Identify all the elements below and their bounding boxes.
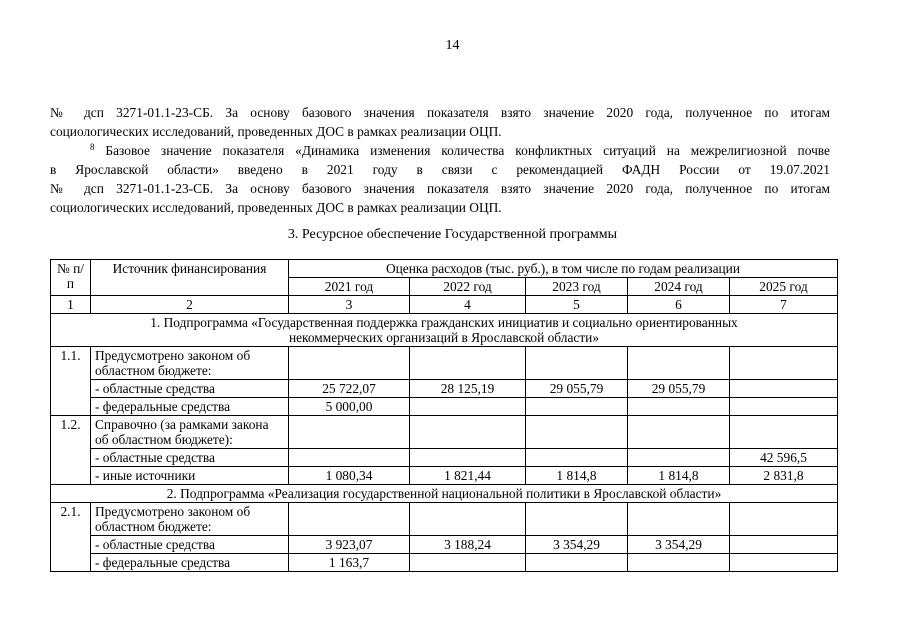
col-number: 5 (526, 296, 628, 314)
value-cell: 5 000,00 (289, 398, 410, 416)
header-year: 2021 год (289, 278, 410, 296)
col-number: 1 (51, 296, 91, 314)
row-label: Предусмотрено законом об областном бюджете: (91, 503, 289, 536)
row-num: 1.2. (51, 416, 91, 485)
table-row (51, 503, 838, 536)
resources-table (50, 259, 838, 572)
row-label: - иные источники (91, 467, 289, 485)
value-cell (410, 554, 526, 572)
subprogram-1-title: 1. Подпрограмма «Государственная поддержка гражданских инициатив и социально ориентированных некоммерческих организаций в Ярославской области» (51, 314, 838, 347)
row-label: - областные средства (91, 536, 289, 554)
row-label: - федеральные средства (91, 554, 289, 572)
value-cell (526, 449, 628, 467)
row-num: 1.1. (51, 347, 91, 416)
row-label: - областные средства (91, 380, 289, 398)
header-year: 2025 год (730, 278, 838, 296)
value-cell (730, 554, 838, 572)
value-cell: 3 354,29 (526, 536, 628, 554)
col-number: 7 (730, 296, 838, 314)
table-row (51, 536, 838, 554)
value-cell (289, 449, 410, 467)
value-cell: 29 055,79 (526, 380, 628, 398)
value-cell: 3 923,07 (289, 536, 410, 554)
column-numbers-row (51, 296, 838, 314)
row-label: - федеральные средства (91, 398, 289, 416)
header-estimate: Оценка расходов (тыс. руб.), в том числе по годам реализации (289, 260, 838, 278)
footnote-8-line4: социологических исследований, проведенных ДОС в рамках реализации ОЦП. (50, 200, 502, 215)
row-num: 2.1. (51, 503, 91, 572)
table-row (51, 380, 838, 398)
table-row (51, 449, 838, 467)
col-number: 2 (91, 296, 289, 314)
value-cell: 25 722,07 (289, 380, 410, 398)
value-cell: 1 814,8 (526, 467, 628, 485)
footnote-8-line2: в Ярославской области» введено в 2021 году в связи с рекомендацией ФАДН России от 19.07.2021 (50, 162, 830, 177)
value-cell: 1 163,7 (289, 554, 410, 572)
value-cell (526, 398, 628, 416)
value-cell: 3 188,24 (410, 536, 526, 554)
table-row (51, 467, 838, 485)
section-title: 3. Ресурсное обеспечение Государственной программы (287, 227, 618, 242)
col-number: 4 (410, 296, 526, 314)
subprogram-2-row (51, 485, 838, 503)
header-row (51, 260, 838, 278)
value-cell: 1 814,8 (628, 467, 730, 485)
value-cell (730, 398, 838, 416)
footnote-7-line1: № дсп 3271-01.1-23-СБ. За основу базового значения показателя взято значение 2020 года, полученное по итогам (50, 105, 830, 120)
col-number: 6 (628, 296, 730, 314)
table-row (51, 554, 838, 572)
header-num: № п/п (51, 260, 91, 296)
value-cell: 28 125,19 (410, 380, 526, 398)
value-cell: 1 821,44 (410, 467, 526, 485)
value-cell: 29 055,79 (628, 380, 730, 398)
subprogram-2-title: 2. Подпрограмма «Реализация государственной национальной политики в Ярославской области» (51, 485, 838, 503)
footnote-8-marker: 8 (90, 142, 95, 152)
value-cell (628, 449, 730, 467)
row-label: Справочно (за рамками закона об областном бюджете): (91, 416, 289, 449)
value-cell (730, 380, 838, 398)
value-cell: 42 596,5 (730, 449, 838, 467)
footnote-8-text1: Базовое значение показателя «Динамика изменения количества конфликтных ситуаций на межрелигиозной почве (94, 143, 830, 158)
row-label: - областные средства (91, 449, 289, 467)
value-cell: 3 354,29 (628, 536, 730, 554)
table-row (51, 398, 838, 416)
table-row (51, 347, 838, 380)
footnote-8-line3: № дсп 3271-01.1-23-СБ. За основу базового значения показателя взято значение 2020 года, полученное по итогам (50, 181, 830, 196)
value-cell (410, 398, 526, 416)
footnote-8-line1 (50, 141, 830, 160)
row-label: Предусмотрено законом об областном бюджете: (91, 347, 289, 380)
footnote-7-line2: социологических исследований, проведенных ДОС в рамках реализации ОЦП. (50, 124, 502, 139)
value-cell: 1 080,34 (289, 467, 410, 485)
subprogram-1-row (51, 314, 838, 347)
value-cell (730, 536, 838, 554)
value-cell (628, 554, 730, 572)
value-cell (410, 449, 526, 467)
col-number: 3 (289, 296, 410, 314)
value-cell (628, 398, 730, 416)
page-number: 14 (445, 38, 460, 53)
footnotes (50, 103, 830, 217)
table-row (51, 416, 838, 449)
header-year: 2023 год (526, 278, 628, 296)
header-year: 2024 год (628, 278, 730, 296)
header-source: Источник финансирования (91, 260, 289, 296)
header-year: 2022 год (410, 278, 526, 296)
value-cell: 2 831,8 (730, 467, 838, 485)
value-cell (526, 554, 628, 572)
